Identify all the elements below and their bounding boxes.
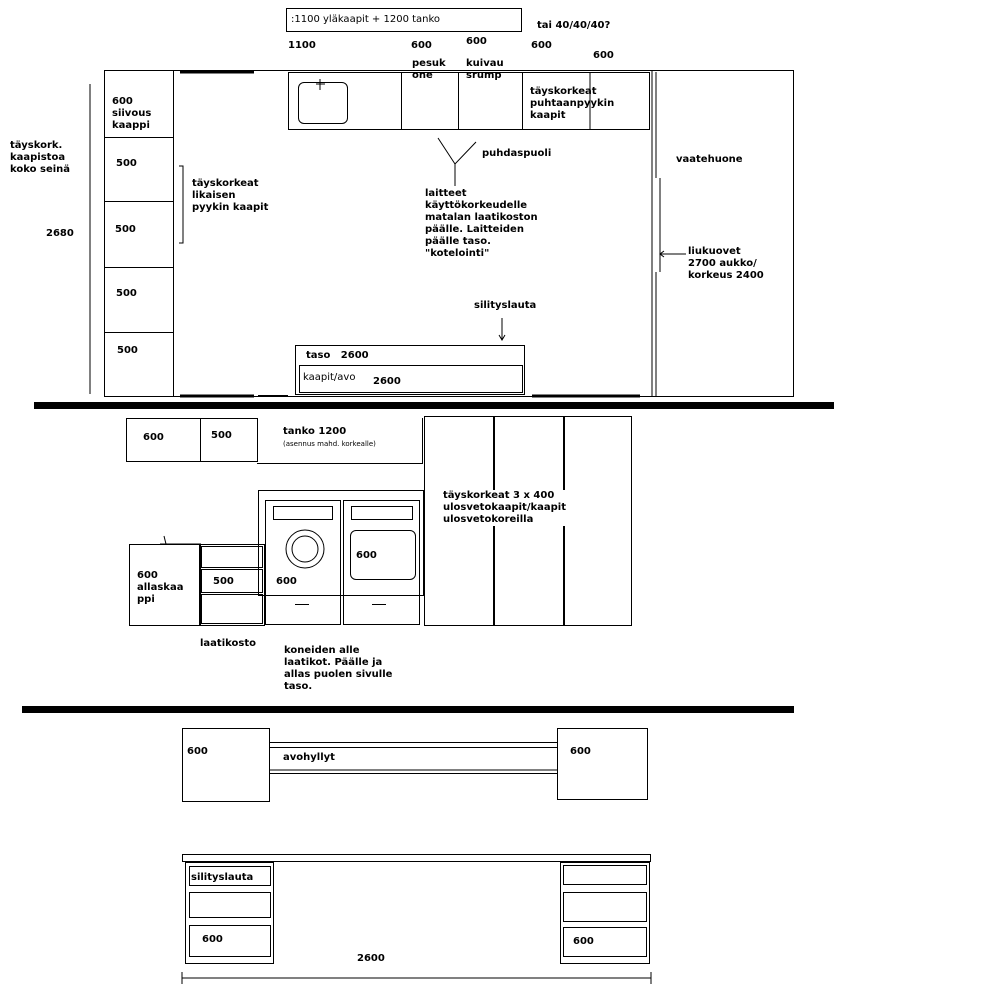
shelf-left-cabinet xyxy=(182,728,270,802)
tayskork-label: täyskork. kaapistoa koko seinä xyxy=(10,140,71,175)
taso-label: taso 2600 xyxy=(306,350,369,361)
drawer-top xyxy=(201,546,263,568)
alt-note-label: tai 40/40/40? xyxy=(537,20,611,31)
drawer-handle xyxy=(372,604,386,605)
puhdas-kaapit-label: täyskorkeat puhtaanpyykin kaapit xyxy=(530,86,615,121)
ironing-2600-label: 2600 xyxy=(357,953,385,964)
silityslauta-plan-label: silityslauta xyxy=(474,300,537,311)
dim-1100-label: 1100 xyxy=(288,40,316,51)
dim-600-label: 600 xyxy=(531,40,552,51)
right-drawer xyxy=(563,865,647,885)
ironing-left-600-label: 600 xyxy=(202,934,223,945)
tanko-note-label: (asennus mahd. korkealle) xyxy=(283,440,376,448)
shelf-right-cabinet xyxy=(557,728,648,800)
liukuovet-label: liukuovet 2700 aukko/ korkeus 2400 xyxy=(688,246,764,281)
dryer-600-label: 600 xyxy=(356,550,377,561)
shelf-right-600-label: 600 xyxy=(570,746,591,757)
tall-cabinet xyxy=(564,416,632,626)
drawer-bottom xyxy=(201,594,263,624)
avohyllyt-label: avohyllyt xyxy=(283,752,335,763)
cabinet-500 xyxy=(104,267,174,333)
seg-500-label: 500 xyxy=(116,288,137,299)
sink-basin xyxy=(298,82,348,124)
drawer-handle xyxy=(295,604,309,605)
puhdaspuoli-label: puhdaspuoli xyxy=(482,148,552,159)
dryer-drawer xyxy=(343,595,420,625)
section-divider xyxy=(22,706,794,713)
section-divider xyxy=(34,402,834,409)
dim-2600-label: 2600 xyxy=(373,376,401,387)
tanko-label: tanko 1200 xyxy=(283,426,347,437)
shelf-left-600-label: 600 xyxy=(187,746,208,757)
washer-drawer xyxy=(265,595,341,625)
siivous-label: 600 siivous kaappi xyxy=(112,96,152,131)
tall-cabinets-label: täyskorkeat 3 x 400 ulosvetokaapit/kaapit ulosvetokoreilla xyxy=(443,490,566,525)
dim-600-label: 600 xyxy=(466,36,487,47)
cabinet-500 xyxy=(104,137,174,202)
seg-500-label: 500 xyxy=(117,345,138,356)
dryer-panel xyxy=(351,506,413,520)
washer-panel xyxy=(273,506,333,520)
pesukone-label: pesuk one xyxy=(412,58,446,81)
kuivausrump-label: kuivau srump xyxy=(466,58,504,81)
washer-600-label: 600 xyxy=(276,576,297,587)
upper-600-label: 600 xyxy=(143,432,164,443)
kaapit-avo-label: kaapit/avo xyxy=(303,372,356,383)
silityslauta-label: silityslauta xyxy=(191,872,254,883)
koneiden-label: koneiden alle laatikot. Päälle ja allas puolen sivulle taso. xyxy=(284,645,393,692)
ironing-top xyxy=(182,854,651,862)
dim-2680-label: 2680 xyxy=(46,228,74,239)
right-drawer xyxy=(563,892,647,922)
drawer-500-label: 500 xyxy=(213,576,234,587)
ironing-right-600-label: 600 xyxy=(573,936,594,947)
seg-500-label: 500 xyxy=(116,158,137,169)
shelf-line xyxy=(269,747,558,748)
seg-500-label: 500 xyxy=(115,224,136,235)
laitteet-label: laitteet käyttökorkeudelle matalan laatikoston päälle. Laitteiden päälle taso. "kotelointi" xyxy=(425,188,538,259)
dim-600-label: 600 xyxy=(593,50,614,61)
allaskaappi-label: 600 allaskaa ppi xyxy=(137,570,184,605)
laatikosto-label: laatikosto xyxy=(200,638,256,649)
left-drawer xyxy=(189,892,271,918)
likainen-label: täyskorkeat likaisen pyykin kaapit xyxy=(192,178,269,213)
upper-500-label: 500 xyxy=(211,430,232,441)
vaatehuone-label: vaatehuone xyxy=(676,154,743,165)
dim-600-label: 600 xyxy=(411,40,432,51)
top-note-label: :1100 yläkaapit + 1200 tanko xyxy=(291,14,441,25)
